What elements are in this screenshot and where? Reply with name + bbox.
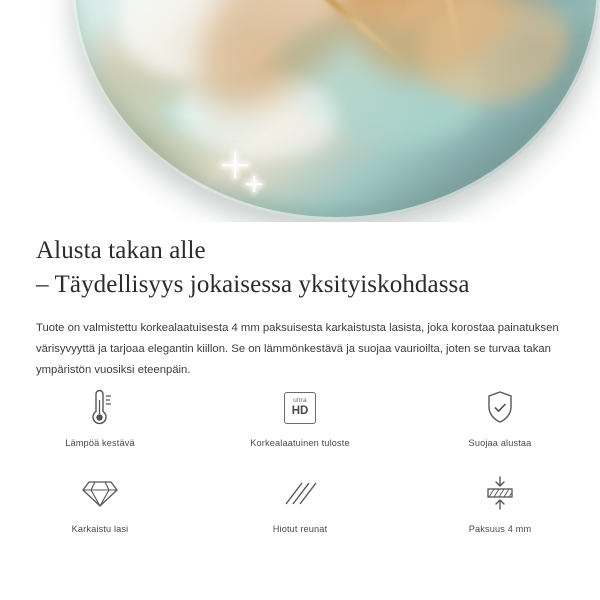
shield-check-icon [483, 386, 517, 430]
feature-label: Korkealaatuinen tuloste [250, 438, 350, 448]
thermometer-icon [83, 386, 117, 430]
polished-edges-icon [282, 472, 318, 516]
feature-thickness [400, 472, 600, 552]
page-title [0, 222, 600, 302]
marble-round-glass-print [72, 0, 600, 220]
feature-high-quality-print [200, 386, 400, 466]
headline-line-1: Alusta takan alle [36, 237, 206, 264]
text-content [0, 222, 600, 381]
feature-grid [0, 386, 600, 552]
feature-heat-resistant [0, 386, 200, 466]
feature-protects-surface [400, 386, 600, 466]
headline-line-2: – Täydellisyys jokaisessa yksityiskohdassa [36, 271, 470, 298]
ultra-hd-icon [284, 386, 316, 430]
description-paragraph: Tuote on valmistettu korkealaatuisesta 4 mm paksuisesta karkaistusta lasista, joka korostaa painatuksen värisyvyyttä ja tarjoaa elegantin kiillon. Se on lämmönkestävä ja suojaa vaurioilta, joten se turvaa takan ympäristön vuosiksi eteenpäin. [36, 322, 559, 376]
feature-label: Hiotut reunat [272, 524, 328, 534]
feature-polished-edges [200, 472, 400, 552]
hero-image [0, 0, 600, 222]
feature-label: Lämpöä kestävä [65, 438, 135, 448]
diamond-icon [81, 472, 119, 516]
feature-label: Karkaistu lasi [71, 524, 129, 534]
feature-tempered-glass [0, 472, 200, 552]
feature-label: Paksuus 4 mm [468, 524, 532, 534]
thickness-arrows-icon [482, 472, 518, 516]
feature-label: Suojaa alustaa [468, 438, 532, 448]
ultra-hd-bottom-label: HD [291, 405, 309, 418]
ultra-hd-top-label: ultra [293, 397, 307, 405]
